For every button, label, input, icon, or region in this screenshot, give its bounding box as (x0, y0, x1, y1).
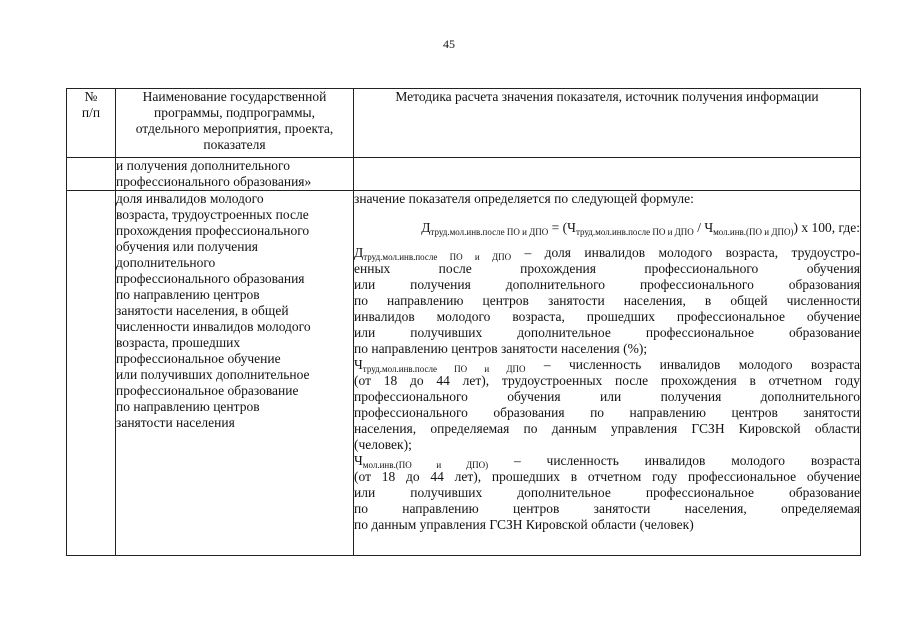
indicator-table (66, 88, 861, 556)
formula-numerator-symbol: Ч (567, 220, 576, 235)
formula-equals: = ( (548, 220, 568, 235)
definition-line: или получивших дополнительное профессиональное образование (354, 485, 860, 500)
page-number: 45 (443, 37, 455, 51)
definition-text: – доля инвалидов молодого возраста, трудоустро- (511, 245, 860, 260)
header-name (116, 89, 354, 158)
definition-line (354, 245, 860, 261)
header-name-line: программы, подпрограммы, (154, 105, 315, 120)
formula-divide: / (693, 220, 705, 235)
indicator-name-line: или получивших дополнительное (116, 367, 310, 382)
formula-numerator-subscript: труд.мол.инв.после ПО и ДПО (575, 227, 694, 237)
continuation-method-cell (354, 158, 861, 191)
definition-line: по направлению центров занятости населения, определяемая (354, 501, 860, 516)
indicator-name-line: по направлению центров (116, 399, 260, 414)
definition-line: по направлению центров занятости населения, в общей численности (354, 293, 860, 308)
definition-line: (от 18 до 44 лет), прошедших в отчетном году профессиональное обучение (354, 469, 860, 484)
formula (354, 207, 860, 236)
continuation-line: и получения дополнительного (116, 158, 291, 173)
definition-subscript: труд.мол.инв.после ПО и ДПО (363, 252, 512, 262)
definition-symbol: Д (354, 245, 364, 260)
indicator-name-line: занятости населения (116, 415, 235, 430)
definition-line: или получивших дополнительное профессиональное образование (354, 325, 860, 340)
definition-last-line: по данным управления ГСЗН Кировской области (человек) (354, 517, 694, 532)
indicator-name-line: численности инвалидов молодого (116, 319, 311, 334)
definition-last-line: по направлению центров занятости населения (%); (354, 341, 648, 356)
continuation-row (67, 158, 861, 191)
header-number (67, 89, 116, 158)
definition-subscript: мол.инв.(ПО и ДПО) (362, 460, 489, 470)
indicator-name-line: прохождения профессионального (116, 223, 310, 238)
indicator-name-line: занятости населения, в общей (116, 303, 289, 318)
definition-symbol: Ч (354, 357, 363, 372)
definition-line: профессионального образования по направлению центров занятости (354, 405, 860, 420)
indicator-name-line: доля инвалидов молодого (116, 191, 264, 206)
indicator-name-line: возраста, трудоустроенных после (116, 207, 309, 222)
definition-text: – численность инвалидов молодого возраста (525, 357, 860, 372)
definition-line: или получения дополнительного профессионального образования (354, 277, 860, 292)
indicator-name-line: профессиональное обучение (116, 351, 281, 366)
indicator-name-line: обучения или получения (116, 239, 258, 254)
indicator-name-line: по направлению центров (116, 287, 260, 302)
formula-lhs-symbol: Д (421, 220, 431, 235)
indicator-name-line: возраста, прошедших (116, 335, 241, 350)
header-method: Методика расчета значения показателя, источник получения информации (354, 89, 861, 158)
formula-denominator-symbol: Ч (704, 220, 714, 235)
header-name-line: отдельного мероприятия, проекта, (135, 121, 334, 136)
indicator-row (67, 191, 861, 556)
definition-line: инвалидов молодого возраста, прошедших профессиональное обучение (354, 309, 860, 324)
indicator-number-cell (67, 191, 116, 556)
continuation-number-cell (67, 158, 116, 191)
header-row (67, 89, 861, 158)
definition-symbol: Ч (354, 453, 363, 468)
header-name-line: Наименование государственной (142, 89, 327, 104)
header-number-line: п/п (81, 105, 101, 120)
header-number-line: № (84, 89, 98, 104)
formula-lhs-subscript: труд.мол.инв.после ПО и ДПО (430, 227, 549, 237)
definition-line (354, 357, 860, 373)
indicator-name-line: профессионального образования (116, 271, 305, 286)
indicator-name-cell (116, 191, 354, 556)
definition-line: населения, определяемая по данным управления ГСЗН Кировской области (354, 421, 860, 436)
formula-tail: ) х 100, где: (793, 220, 860, 235)
definition-line: енных после прохождения профессионального обучения (354, 261, 860, 276)
method-cell (354, 191, 861, 556)
indicator-name-line: профессиональное образование (116, 383, 299, 398)
continuation-line: профессионального образования» (116, 174, 312, 189)
definition-line (354, 453, 860, 469)
definition-last-line: (человек); (354, 437, 412, 452)
header-name-line: показателя (203, 137, 266, 152)
definition-text: – численность инвалидов молодого возраста (488, 453, 861, 468)
definition-ch-trained (354, 453, 860, 533)
definition-line: (от 18 до 44 лет), трудоустроенных после прохождения в отчетном году (354, 373, 860, 388)
indicator-name-line: дополнительного (116, 255, 216, 270)
definition-d (354, 245, 860, 357)
definition-line: профессионального обучения или получения дополнительного (354, 389, 860, 404)
method-intro: значение показателя определяется по следующей формуле: (354, 191, 694, 206)
formula-denominator-subscript: мол.инв.(ПО и ДПО) (713, 227, 794, 237)
definition-ch-employed (354, 357, 860, 453)
definition-subscript: труд.мол.инв.после ПО и ДПО (362, 364, 526, 374)
continuation-name-cell (116, 158, 354, 191)
